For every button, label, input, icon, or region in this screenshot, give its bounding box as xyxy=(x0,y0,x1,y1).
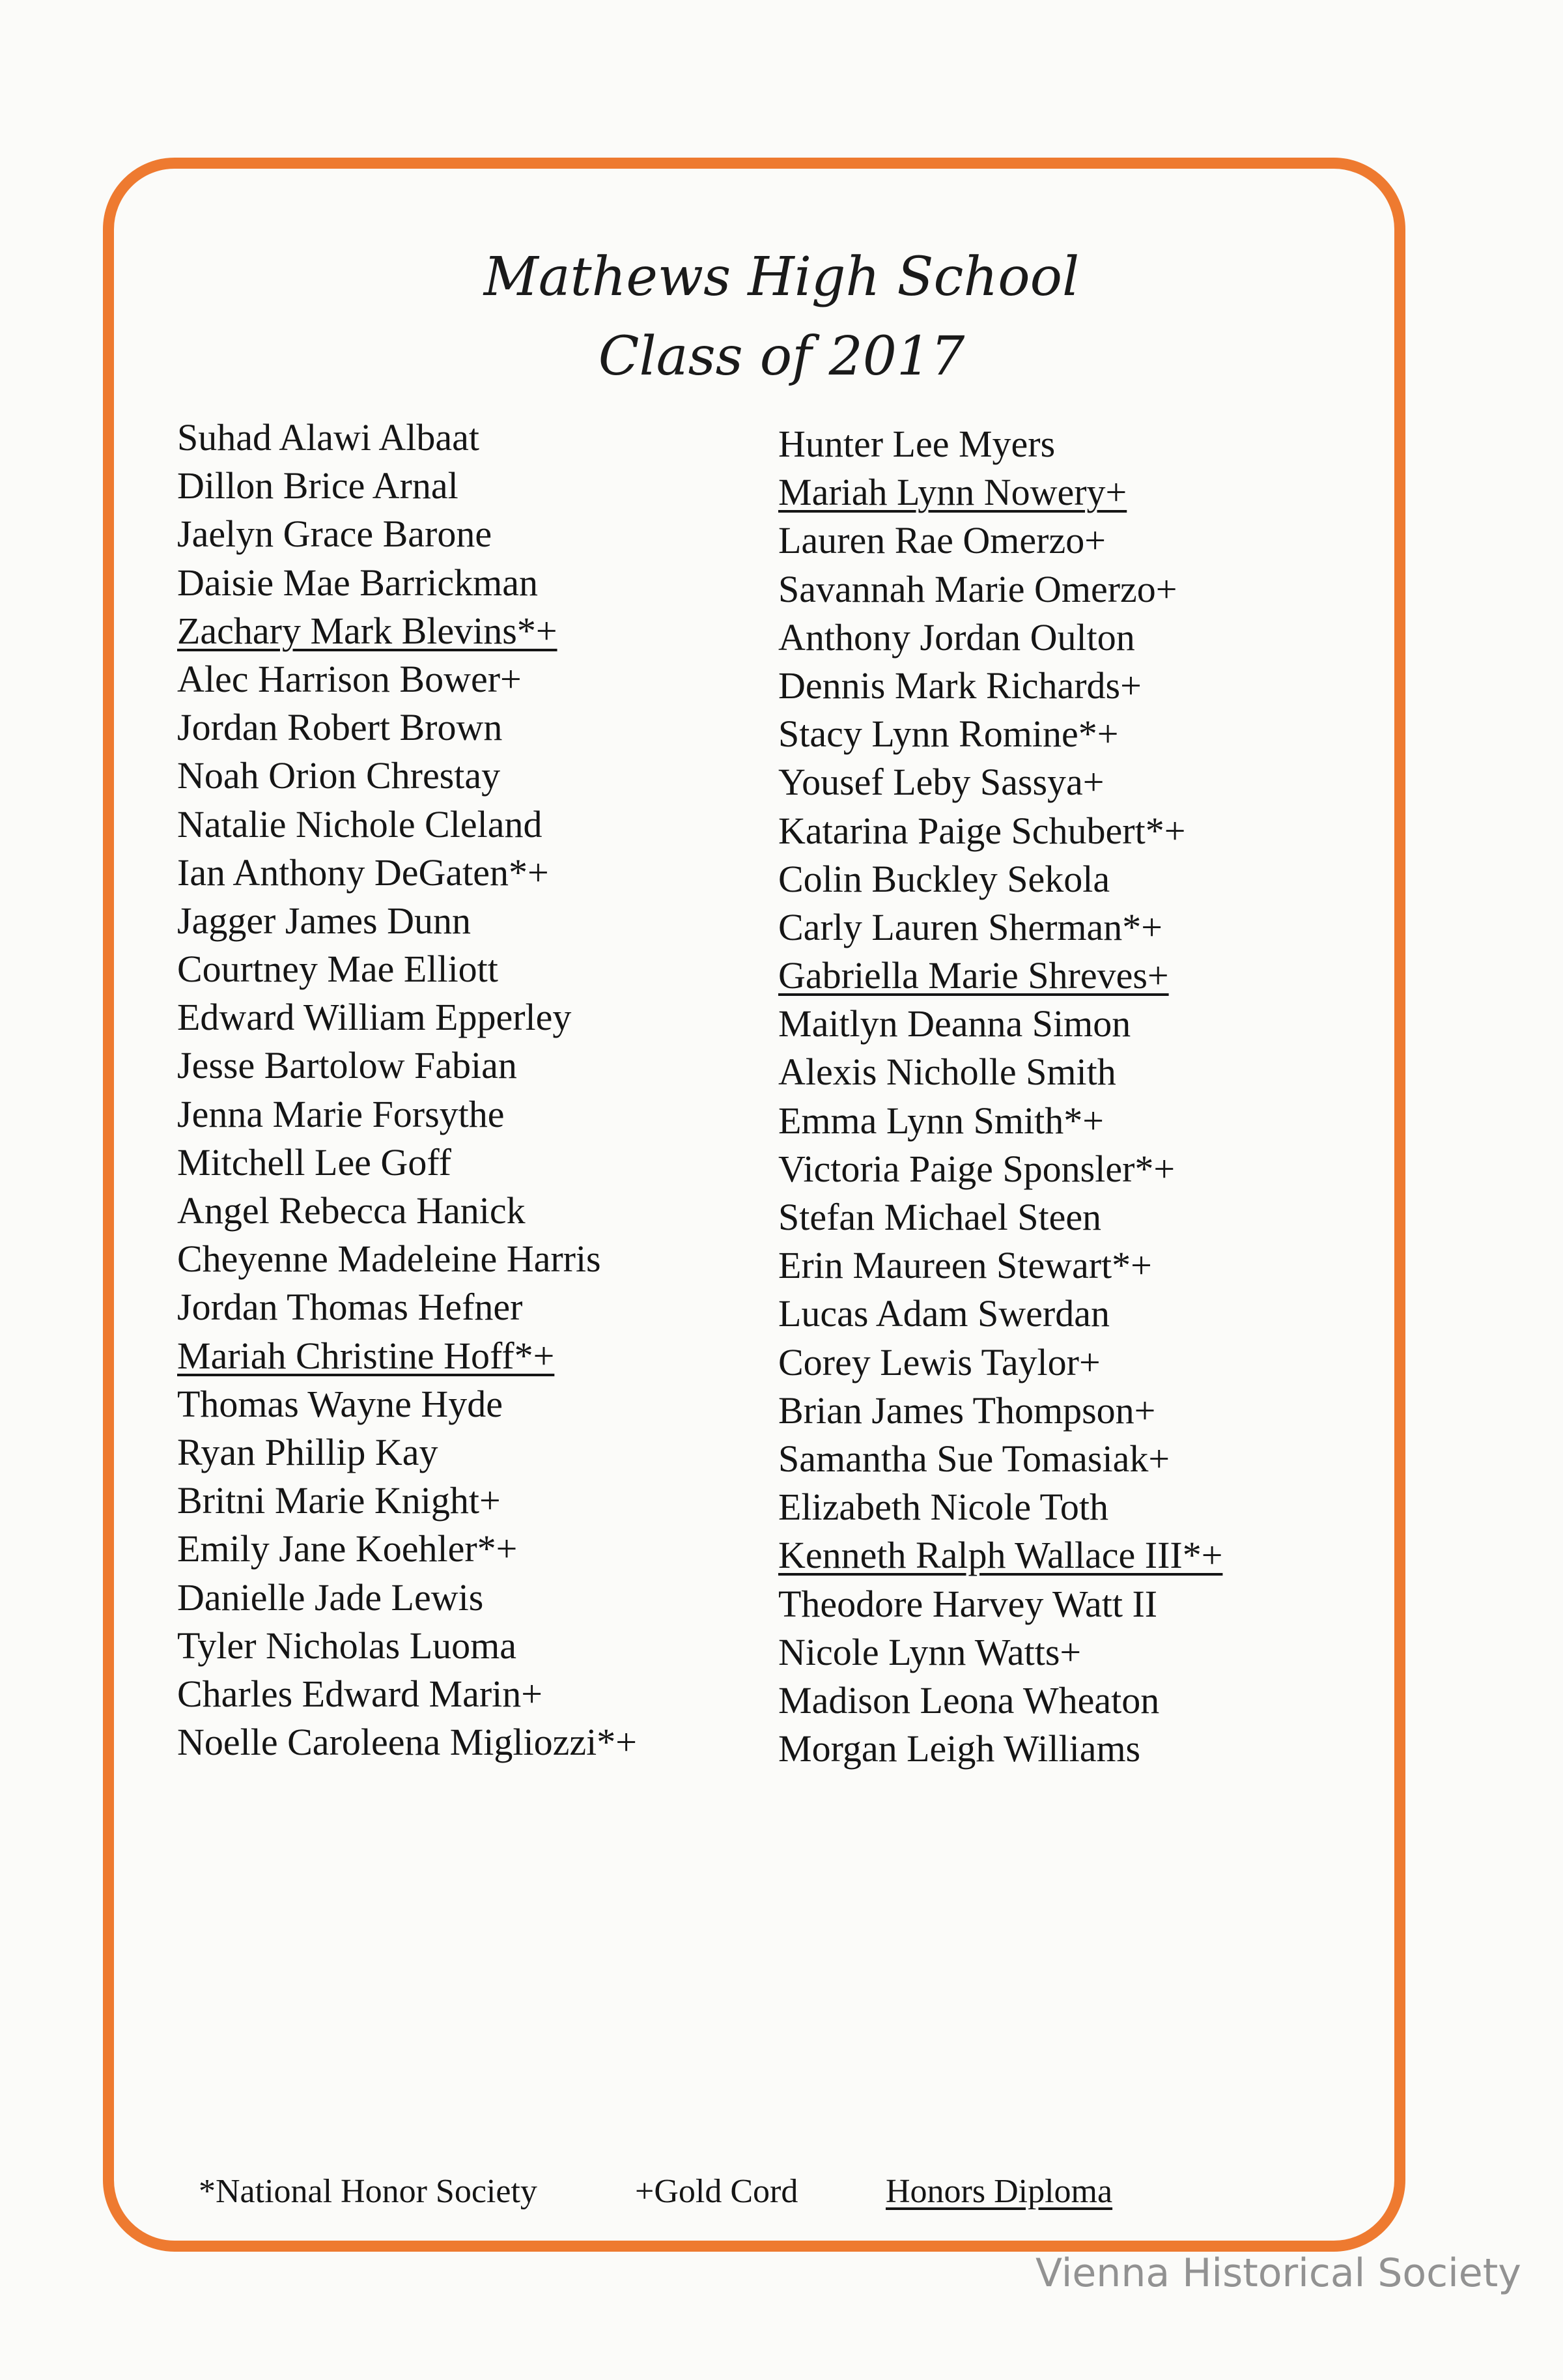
graduate-name-text: Lucas Adam Swerdan xyxy=(778,1292,1110,1335)
graduate-name xyxy=(778,614,1222,662)
graduate-name xyxy=(177,414,637,462)
graduate-name-text: Brian James Thompson+ xyxy=(778,1389,1156,1432)
graduate-name xyxy=(177,703,637,752)
graduate-name-text: Jenna Marie Forsythe xyxy=(177,1092,505,1135)
graduate-name xyxy=(177,1574,637,1622)
graduate-name-text: Noelle Caroleena Migliozzi*+ xyxy=(177,1721,637,1764)
graduate-name xyxy=(778,1387,1222,1435)
graduate-name-text: Danielle Jade Lewis xyxy=(177,1576,484,1619)
graduate-name xyxy=(177,1670,637,1718)
graduate-name-text: Jaelyn Grace Barone xyxy=(177,513,492,556)
graduate-name-text: Charles Edward Marin+ xyxy=(177,1672,542,1715)
graduate-name xyxy=(778,807,1222,855)
graduate-name-text: Dillon Brice Arnal xyxy=(177,464,458,507)
legend-honors-diploma: Honors Diploma xyxy=(886,2173,1113,2210)
watermark: Vienna Historical Society xyxy=(1035,2250,1521,2296)
graduate-name xyxy=(177,1090,637,1139)
graduate-name-text: Mitchell Lee Goff xyxy=(177,1140,451,1183)
graduate-name xyxy=(177,897,637,945)
graduate-name-text: Dennis Mark Richards+ xyxy=(778,664,1142,707)
graduate-name xyxy=(177,1428,637,1477)
graduate-name xyxy=(177,1525,637,1573)
graduate-name xyxy=(177,607,637,655)
graduate-name-text: Katarina Paige Schubert*+ xyxy=(778,809,1186,852)
graduate-name-text: Madison Leona Wheaton xyxy=(778,1679,1160,1721)
graduate-name-text: Savannah Marie Omerzo+ xyxy=(778,567,1177,610)
graduate-name xyxy=(177,1718,637,1766)
graduate-name xyxy=(778,758,1222,806)
graduate-name-text: Carly Lauren Sherman*+ xyxy=(778,905,1162,948)
graduate-name xyxy=(177,1235,637,1283)
graduate-name xyxy=(177,559,637,607)
graduate-name xyxy=(778,565,1222,614)
graduate-name xyxy=(177,752,637,800)
graduate-name-text: Noah Orion Chrestay xyxy=(177,754,501,797)
graduate-name-text: Nicole Lynn Watts+ xyxy=(778,1630,1082,1673)
graduate-name xyxy=(177,1041,637,1090)
graduate-name-text: Stacy Lynn Romine*+ xyxy=(778,713,1119,756)
graduate-name xyxy=(177,1380,637,1428)
graduate-name xyxy=(177,1622,637,1670)
graduate-name xyxy=(778,1483,1222,1531)
graduate-name-text: Mariah Christine Hoff*+ xyxy=(177,1334,555,1377)
graduate-name xyxy=(177,1477,637,1525)
graduate-name-text: Alexis Nicholle Smith xyxy=(778,1051,1116,1094)
graduate-name-text: Cheyenne Madeleine Harris xyxy=(177,1238,601,1281)
legend-gold-cord: +Gold Cord xyxy=(635,2173,798,2210)
graduate-name xyxy=(778,1193,1222,1241)
graduate-name xyxy=(778,903,1222,952)
graduate-name-text: Morgan Leigh Williams xyxy=(778,1727,1141,1770)
graduate-name xyxy=(177,510,637,558)
graduate-name-text: Kenneth Ralph Wallace III*+ xyxy=(778,1534,1223,1577)
graduate-name-text: Victoria Paige Sponsler*+ xyxy=(778,1147,1176,1190)
graduate-name-text: Ryan Phillip Kay xyxy=(177,1430,438,1473)
graduate-name xyxy=(778,420,1222,468)
graduate-name-text: Mariah Lynn Nowery+ xyxy=(778,471,1127,514)
graduate-name xyxy=(778,710,1222,758)
graduate-name xyxy=(778,662,1222,710)
graduate-name-text: Corey Lewis Taylor+ xyxy=(778,1340,1101,1383)
class-year-title: Class of 2017 xyxy=(598,326,965,388)
graduate-name-text: Tyler Nicholas Luoma xyxy=(177,1624,517,1667)
graduate-name-text: Courtney Mae Elliott xyxy=(177,948,498,991)
graduate-name xyxy=(778,1097,1222,1145)
graduate-name-text: Jordan Thomas Hefner xyxy=(177,1286,523,1329)
graduate-name xyxy=(177,1139,637,1187)
graduate-name xyxy=(778,1048,1222,1096)
graduate-name-text: Jagger James Dunn xyxy=(177,899,472,942)
school-title: Mathews High School xyxy=(483,246,1080,308)
graduate-name-text: Hunter Lee Myers xyxy=(778,423,1056,465)
graduate-name-text: Angel Rebecca Hanick xyxy=(177,1189,526,1232)
graduate-name xyxy=(778,952,1222,1000)
graduate-name-text: Maitlyn Deanna Simon xyxy=(778,1002,1131,1045)
graduate-list-right xyxy=(778,420,1222,1773)
graduate-name xyxy=(778,1290,1222,1338)
graduate-name-text: Anthony Jordan Oulton xyxy=(778,616,1135,659)
graduate-name xyxy=(778,1531,1222,1580)
graduate-name-text: Jordan Robert Brown xyxy=(177,706,503,749)
graduate-name-text: Elizabeth Nicole Toth xyxy=(778,1486,1109,1529)
graduate-name-text: Edward William Epperley xyxy=(177,996,572,1039)
graduate-name-text: Emily Jane Koehler*+ xyxy=(177,1527,518,1570)
graduate-name xyxy=(778,855,1222,903)
graduate-name xyxy=(177,655,637,703)
graduate-name xyxy=(778,517,1222,565)
graduate-name-text: Suhad Alawi Albaat xyxy=(177,416,479,459)
graduate-name xyxy=(778,1435,1222,1483)
graduate-name-text: Stefan Michael Steen xyxy=(778,1196,1102,1238)
graduate-name xyxy=(778,1677,1222,1725)
graduate-name xyxy=(177,800,637,849)
graduate-name xyxy=(778,1145,1222,1193)
graduate-name xyxy=(778,1000,1222,1048)
graduate-name-text: Emma Lynn Smith*+ xyxy=(778,1099,1104,1142)
graduate-name xyxy=(778,1725,1222,1773)
graduate-name-text: Thomas Wayne Hyde xyxy=(177,1382,503,1425)
graduate-name-text: Natalie Nichole Cleland xyxy=(177,802,542,845)
graduate-name-text: Daisie Mae Barrickman xyxy=(177,561,539,604)
graduate-name xyxy=(778,1241,1222,1290)
graduate-name-text: Lauren Rae Omerzo+ xyxy=(778,519,1106,562)
graduate-name-text: Alec Harrison Bower+ xyxy=(177,657,522,700)
graduate-name-text: Colin Buckley Sekola xyxy=(778,857,1110,900)
graduate-name xyxy=(177,1187,637,1235)
graduate-name xyxy=(177,945,637,993)
graduate-name xyxy=(177,1332,637,1380)
graduate-name-text: Yousef Leby Sassya+ xyxy=(778,761,1105,804)
graduate-name xyxy=(778,1580,1222,1628)
graduate-list-left xyxy=(177,414,637,1766)
graduate-name-text: Ian Anthony DeGaten*+ xyxy=(177,851,549,894)
graduate-name xyxy=(778,468,1222,517)
graduate-name-text: Jesse Bartolow Fabian xyxy=(177,1044,517,1087)
graduate-name-text: Britni Marie Knight+ xyxy=(177,1479,501,1522)
graduate-name xyxy=(177,1283,637,1331)
graduate-name xyxy=(177,993,637,1041)
graduate-name xyxy=(778,1339,1222,1387)
graduate-name-text: Theodore Harvey Watt II xyxy=(778,1582,1158,1625)
legend-national-honor-society: *National Honor Society xyxy=(199,2173,537,2210)
graduate-name xyxy=(177,849,637,897)
graduate-name-text: Zachary Mark Blevins*+ xyxy=(177,609,557,652)
graduate-name xyxy=(778,1628,1222,1677)
graduate-name-text: Samantha Sue Tomasiak+ xyxy=(778,1437,1170,1480)
graduate-name-text: Erin Maureen Stewart*+ xyxy=(778,1244,1152,1287)
graduate-name xyxy=(177,462,637,510)
graduate-name-text: Gabriella Marie Shreves+ xyxy=(778,954,1169,997)
